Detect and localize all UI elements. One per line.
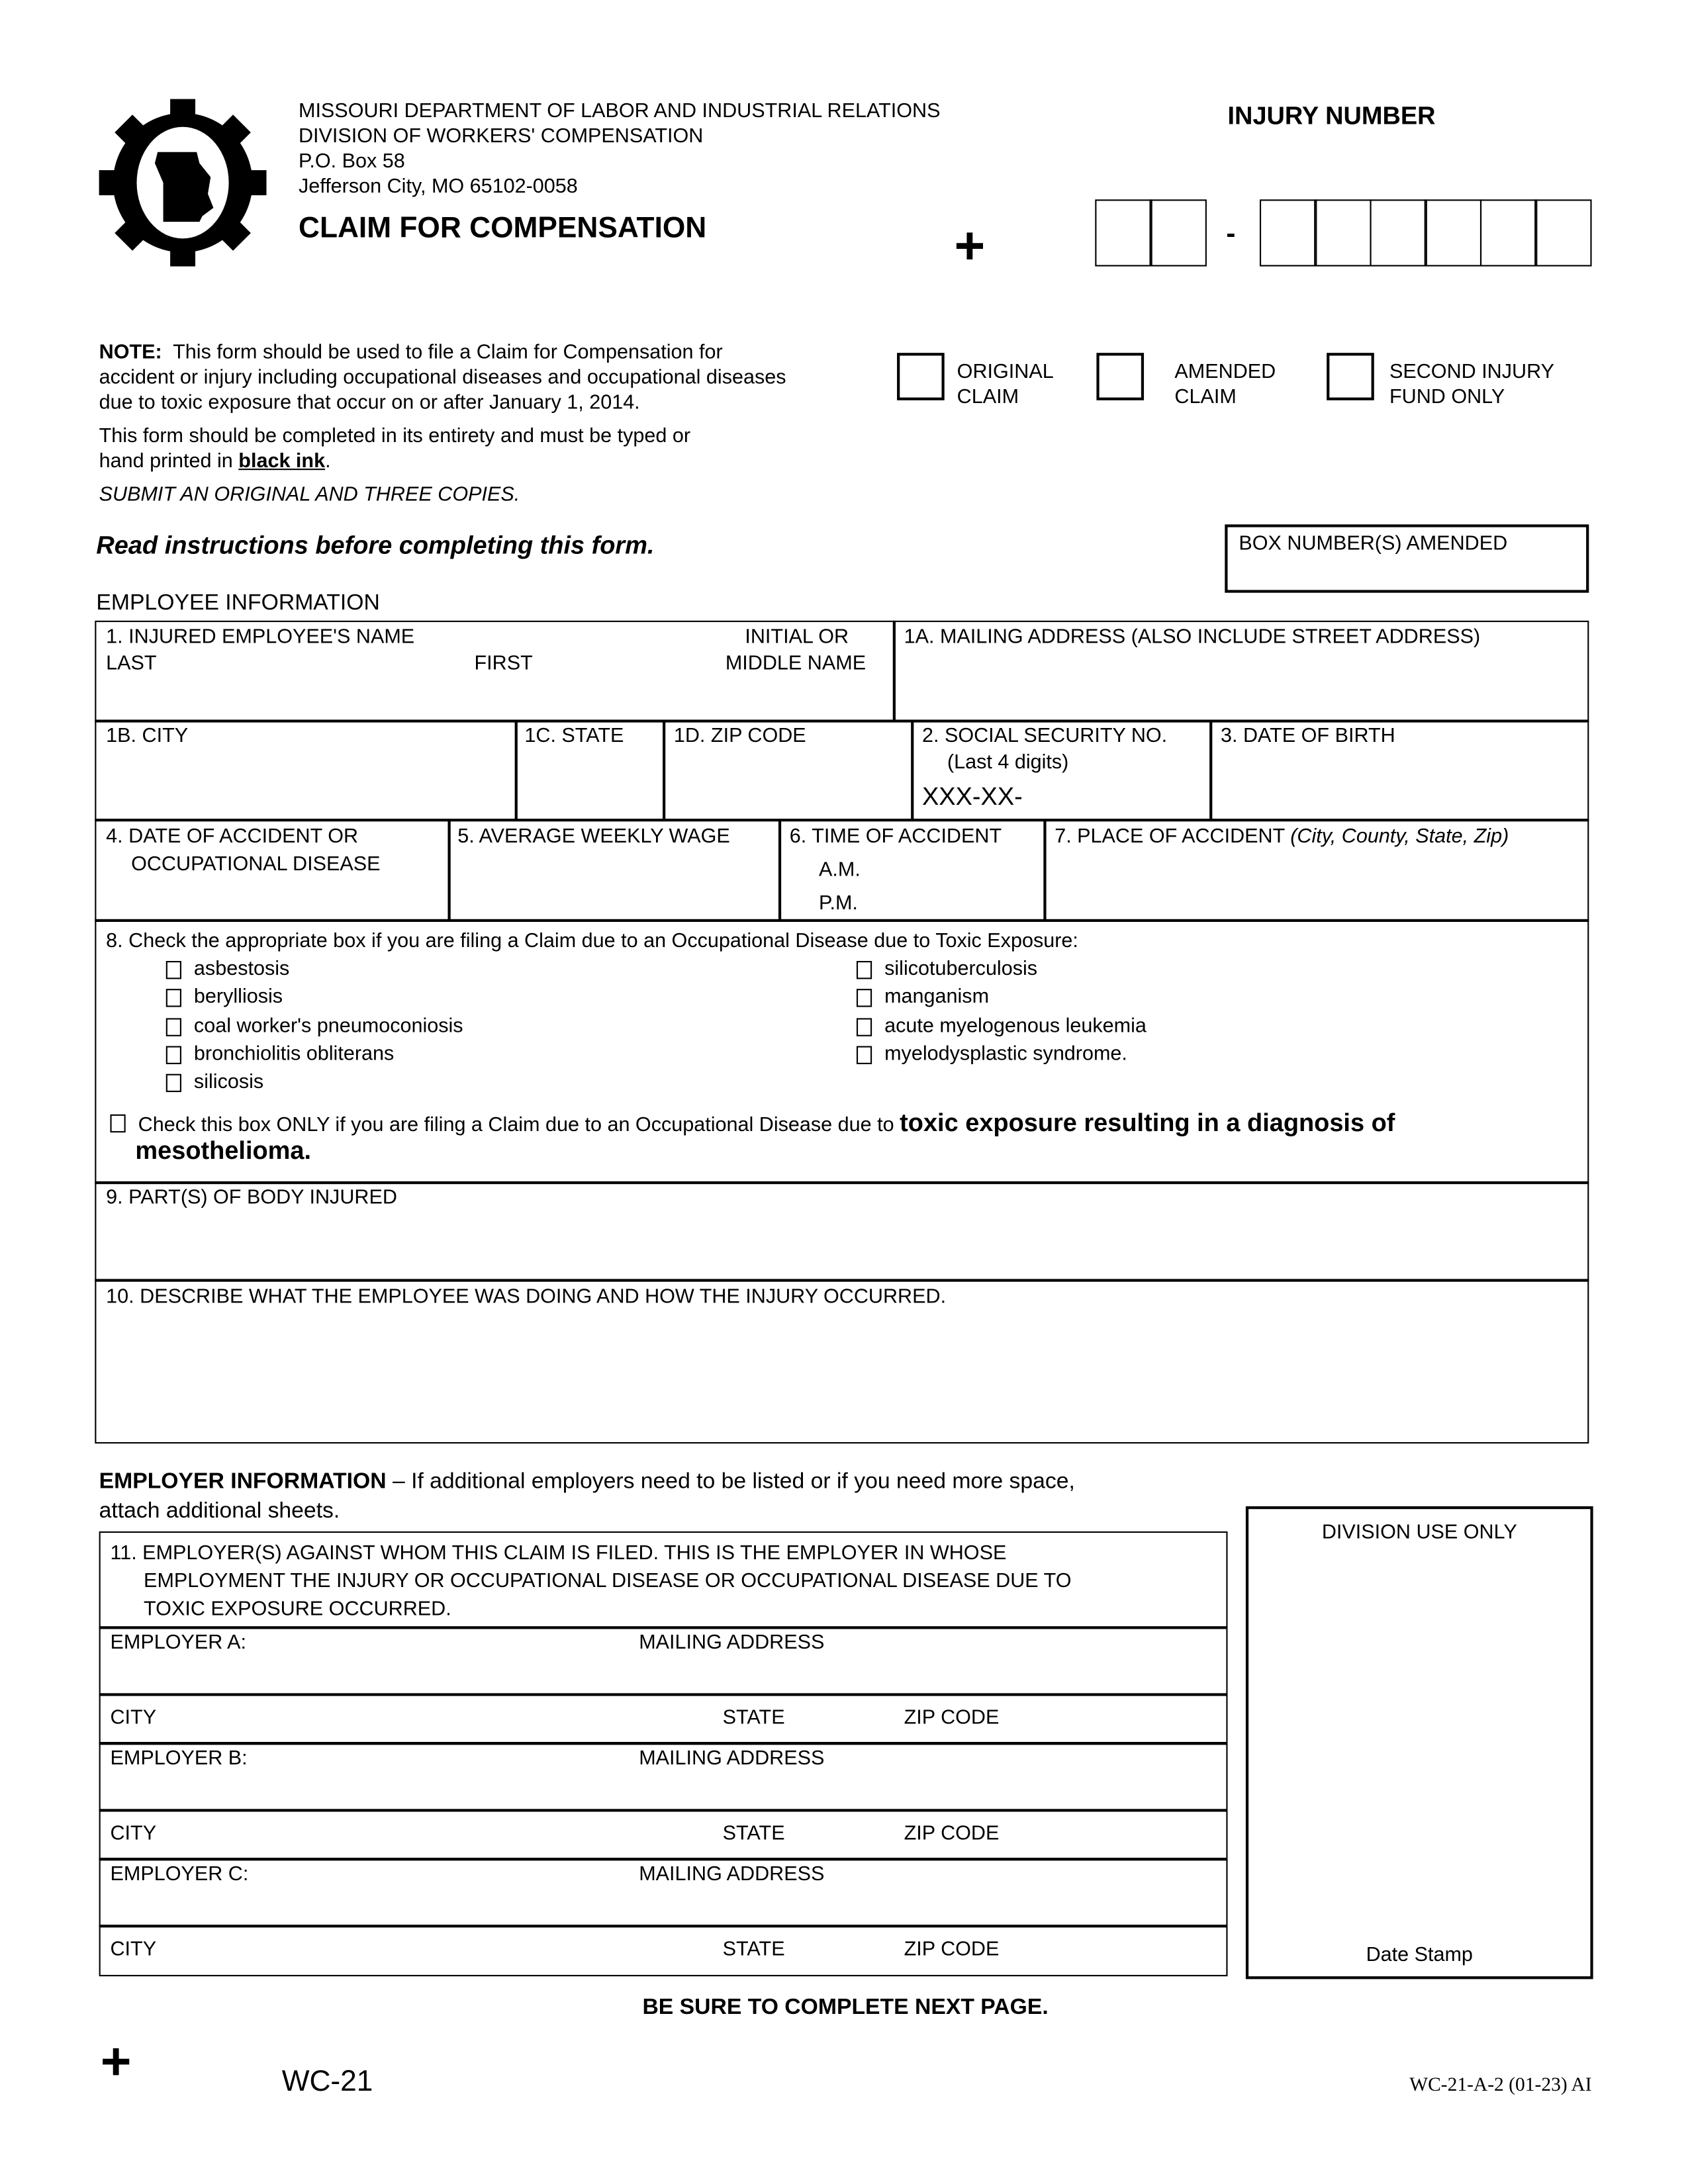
field-label: INITIAL OR (745, 626, 849, 649)
digit-box[interactable] (1095, 199, 1152, 266)
digit-box[interactable] (1260, 199, 1317, 266)
form-number: WC-21 (281, 2066, 373, 2098)
employer-state-field[interactable]: STATE (722, 1707, 785, 1730)
note-line (99, 452, 331, 473)
digit-box[interactable] (1149, 199, 1206, 266)
employer-state-field[interactable]: STATE (722, 1823, 785, 1846)
disease-checkbox[interactable] (166, 1018, 181, 1036)
employer-name-field[interactable]: EMPLOYER A: (110, 1631, 246, 1655)
zip-code-field[interactable]: 1D. ZIP CODE (673, 725, 806, 748)
read-instructions: Read instructions before completing this form. (96, 531, 655, 560)
division-name: DIVISION OF WORKERS' COMPENSATION (298, 125, 704, 148)
am-option[interactable]: A.M. (819, 859, 861, 882)
disease-checkbox[interactable] (857, 989, 872, 1007)
note-text: This form should be used to file a Claim for Compensation for (173, 341, 723, 365)
second-injury-fund-label: SECOND INJURY FUND ONLY (1389, 361, 1555, 409)
city-address: Jefferson City, MO 65102-0058 (298, 175, 578, 199)
disease-label: berylliosis (193, 986, 283, 1009)
disease-label: myelodysplastic syndrome. (884, 1043, 1127, 1066)
disease-label: coal worker's pneumoconiosis (193, 1015, 463, 1038)
ssn-sublabel: (Last 4 digits) (947, 751, 1069, 774)
employer-state-field[interactable]: STATE (722, 1938, 785, 1962)
place-of-accident-field[interactable]: 7. PLACE OF ACCIDENT (City, County, State, Zip) (1055, 825, 1509, 848)
field-label: MIDDLE NAME (725, 653, 867, 675)
time-of-accident-label: 6. TIME OF ACCIDENT (789, 825, 1002, 848)
disease-checkbox[interactable] (166, 961, 181, 979)
disease-checkbox[interactable] (166, 989, 181, 1007)
date-of-birth-field[interactable]: 3. DATE OF BIRTH (1220, 725, 1395, 748)
disease-checkbox[interactable] (166, 1046, 181, 1064)
employee-section-heading: EMPLOYEE INFORMATION (96, 591, 380, 615)
employer-city-field[interactable]: CITY (110, 1707, 157, 1730)
employer-section-note: attach additional sheets. (99, 1499, 340, 1524)
disease-checkbox[interactable] (857, 1046, 872, 1064)
ssn-label: 2. SOCIAL SECURITY NO. (921, 725, 1168, 748)
employer-mailing-address-field[interactable]: MAILING ADDRESS (639, 1631, 825, 1655)
department-gear-logo (98, 98, 268, 268)
disease-label: manganism (884, 986, 990, 1009)
field-label: 1. INJURED EMPLOYEE'S NAME (106, 626, 415, 649)
division-use-title: DIVISION USE ONLY (1321, 1522, 1517, 1544)
body-parts-field[interactable]: 9. PART(S) OF BODY INJURED (106, 1187, 397, 1210)
employer-city-field[interactable]: CITY (110, 1823, 157, 1846)
employer-zip-field[interactable]: ZIP CODE (904, 1823, 1000, 1846)
digit-box[interactable] (1534, 199, 1591, 266)
pm-option[interactable]: P.M. (819, 892, 858, 915)
employer-name-field[interactable]: EMPLOYER B: (110, 1747, 248, 1770)
digit-box[interactable] (1425, 199, 1481, 266)
disease-label: silicotuberculosis (884, 958, 1038, 981)
box-numbers-amended-label: BOX NUMBER(S) AMENDED (1239, 533, 1508, 555)
employer-mailing-address-field[interactable]: MAILING ADDRESS (639, 1863, 825, 1886)
employer-mailing-address-field[interactable]: MAILING ADDRESS (639, 1747, 825, 1770)
amended-claim-label: AMENDED CLAIM (1174, 361, 1276, 409)
employer-instruction: TOXIC EXPOSURE OCCURRED. (144, 1598, 451, 1621)
digit-box[interactable] (1314, 199, 1371, 266)
note-line: accident or injury including occupational diseases and occupational diseases (99, 367, 786, 389)
submit-instruction: SUBMIT AN ORIGINAL AND THREE COPIES. (99, 484, 520, 506)
employer-instruction: 11. EMPLOYER(S) AGAINST WHOM THIS CLAIM IS FILED. THIS IS THE EMPLOYER IN WHOSE (110, 1542, 1007, 1565)
disease-checkbox[interactable] (857, 961, 872, 979)
state-field[interactable]: 1C. STATE (524, 725, 624, 748)
disease-label: bronchiolitis obliterans (193, 1043, 395, 1066)
employer-section-heading: EMPLOYER INFORMATION – If additional employers need to be listed or if you need more space, (99, 1470, 1075, 1494)
mesothelioma-checkbox[interactable] (110, 1115, 125, 1132)
employer-instruction: EMPLOYMENT THE INJURY OR OCCUPATIONAL DISEASE OR OCCUPATIONAL DISEASE DUE TO (144, 1570, 1072, 1593)
employer-city-field[interactable]: CITY (110, 1938, 157, 1962)
disease-label: acute myelogenous leukemia (884, 1015, 1147, 1038)
disease-label: asbestosis (193, 958, 290, 981)
field-label: LAST (106, 653, 157, 675)
form-revision-code: WC-21-A-2 (01-23) AI (1409, 2075, 1592, 2097)
toxic-exposure-instruction: 8. Check the appropriate box if you are filing a Claim due to an Occupational Disease due to Toxic Exposure: (106, 930, 1078, 953)
original-claim-label: ORIGINAL CLAIM (957, 361, 1054, 409)
mesothelioma-emphasis: mesothelioma. (135, 1136, 312, 1165)
employer-zip-field[interactable]: ZIP CODE (904, 1707, 1000, 1730)
po-box: P.O. Box 58 (298, 150, 405, 173)
date-stamp-label: Date Stamp (1366, 1944, 1473, 1967)
note-line: due to toxic exposure that occur on or after January 1, 2014. (99, 392, 640, 414)
field-label: FIRST (474, 653, 533, 675)
next-page-notice: BE SURE TO COMPLETE NEXT PAGE. (642, 1995, 1049, 2020)
injury-number-dash: - (1226, 218, 1236, 250)
digit-box[interactable] (1370, 199, 1427, 266)
note-line (99, 343, 723, 363)
note-line: This form should be completed in its entirety and must be typed or (99, 425, 691, 448)
digit-box[interactable] (1480, 199, 1537, 266)
amended-claim-checkbox[interactable] (1096, 353, 1144, 400)
disease-label: silicosis (193, 1071, 264, 1094)
weekly-wage-field[interactable]: 5. AVERAGE WEEKLY WAGE (457, 825, 730, 848)
black-ink-emphasis: black ink (238, 450, 326, 473)
form-title: CLAIM FOR COMPENSATION (298, 212, 707, 244)
mailing-address-field[interactable]: 1A. MAILING ADDRESS (ALSO INCLUDE STREET ADDRESS) (904, 626, 1481, 649)
date-of-accident-label: 4. DATE OF ACCIDENT OR (106, 825, 359, 848)
registration-mark-icon: + (954, 217, 986, 277)
note-label: NOTE: (99, 341, 162, 365)
registration-mark-icon: + (100, 2033, 132, 2093)
second-injury-fund-checkbox[interactable] (1327, 353, 1374, 400)
note-text: . (325, 450, 331, 473)
division-use-only-box (1246, 1506, 1593, 1979)
employer-zip-field[interactable]: ZIP CODE (904, 1938, 1000, 1962)
agency-name: MISSOURI DEPARTMENT OF LABOR AND INDUSTRIAL RELATIONS (298, 100, 941, 123)
note-text: hand printed in (99, 450, 239, 473)
ssn-field[interactable]: XXX-XX- (921, 782, 1023, 811)
employer-name-field[interactable]: EMPLOYER C: (110, 1863, 249, 1886)
disease-checkbox[interactable] (166, 1074, 181, 1092)
box-numbers-amended-field[interactable] (1225, 524, 1589, 592)
date-of-accident-label: OCCUPATIONAL DISEASE (131, 853, 381, 876)
disease-checkbox[interactable] (857, 1018, 872, 1036)
injury-description-field[interactable]: 10. DESCRIBE WHAT THE EMPLOYEE WAS DOING AND HOW THE INJURY OCCURRED. (106, 1286, 947, 1308)
mesothelioma-text: Check this box ONLY if you are filing a Claim due to an Occupational Disease due to toxic exposure resulting in a diagnosis of (138, 1109, 1395, 1137)
city-field[interactable]: 1B. CITY (106, 725, 189, 748)
injury-number-label: INJURY NUMBER (1227, 101, 1436, 130)
original-claim-checkbox[interactable] (897, 353, 945, 400)
